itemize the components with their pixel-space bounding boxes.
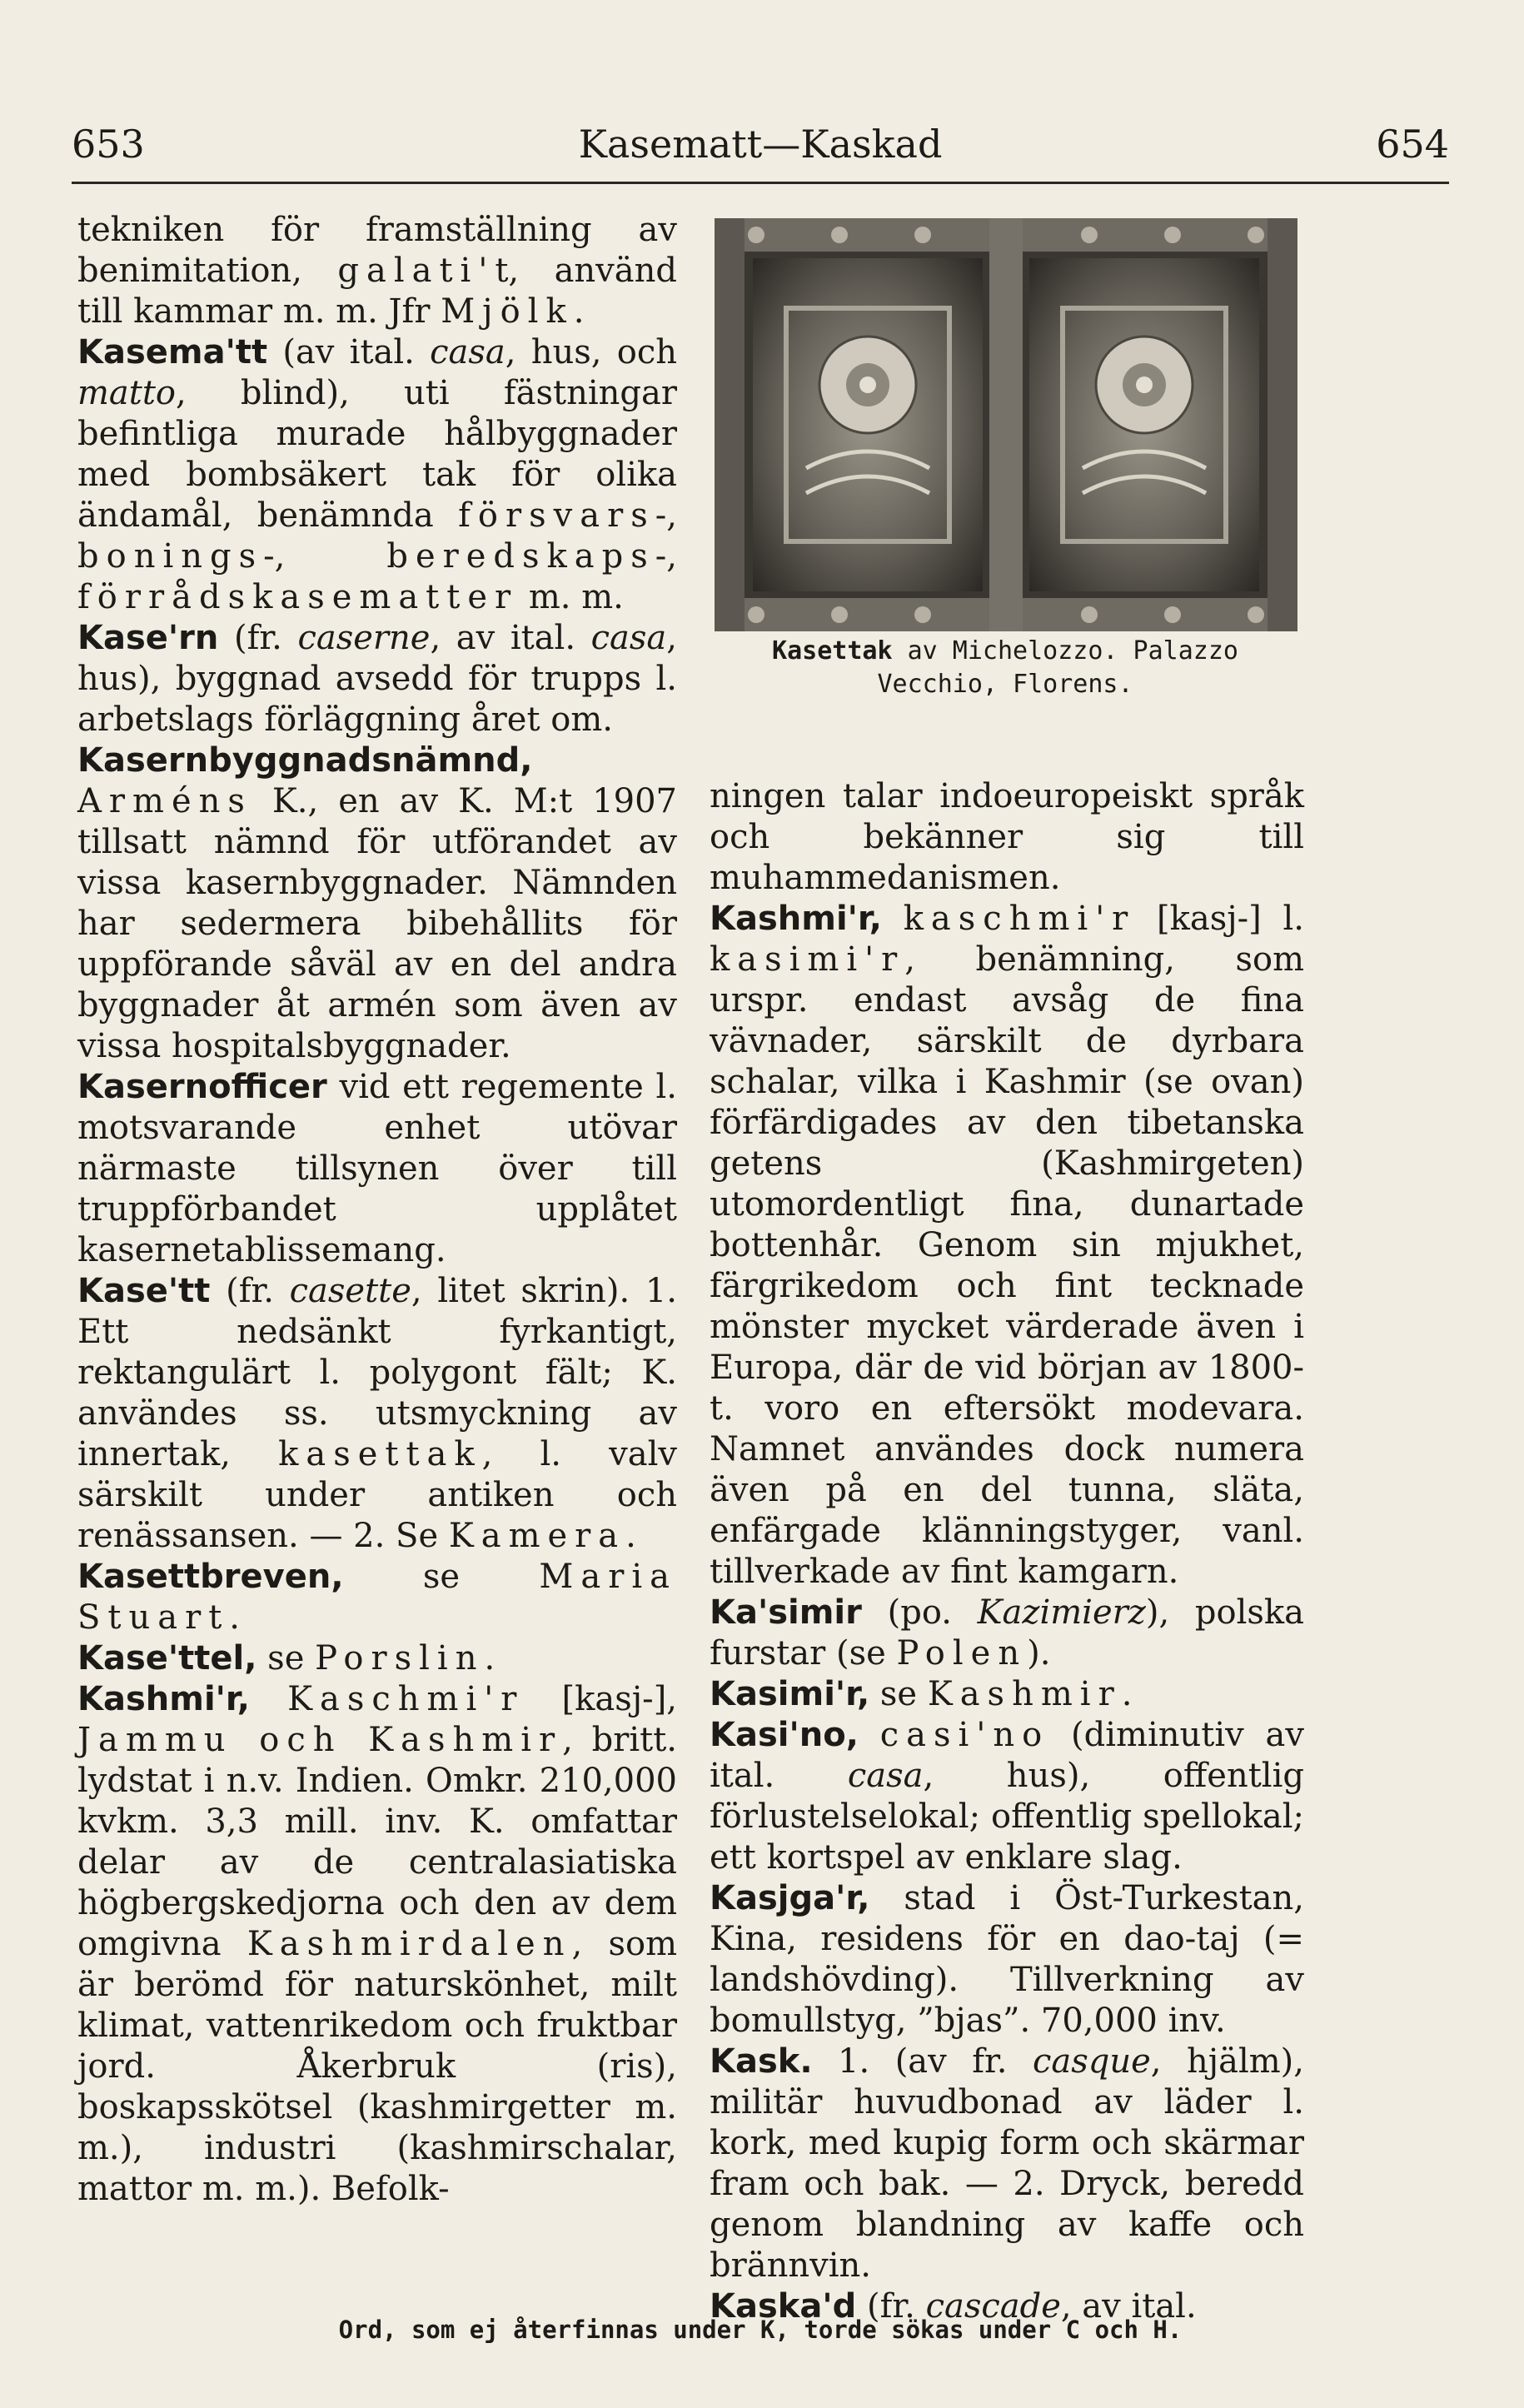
entry-text: se Porslin. — [256, 1639, 496, 1678]
dictionary-entry — [77, 332, 677, 618]
dictionary-entry — [77, 1679, 677, 2210]
entry-text: stad i Öst-Turkestan, Kina, residens för en dao-taj (= landshövding). Tillverkning av bomullstyg, ”bjas”. 70,000 inv. — [710, 1879, 1304, 2040]
entry-text: tekniken för framställning av benimitation, galati't, använd till kammar m. m. Jfr Mjölk. — [77, 211, 677, 331]
right-column — [710, 776, 1304, 2327]
coffered-ceiling-illustration — [715, 218, 1297, 631]
entry-text: (fr. cascade, av ital. — [856, 2287, 1197, 2326]
entry-text: Kaschmi'r [kasj-], Jammu och Kashmir, britt. lydstat i n.v. Indien. Omkr. 210,000 kvkm. 3,3 mill. inv. K. omfattar delar av de centralasiatiska högbergskedjorna och den av dem omgivna Kashmirdalen, som är berömd för naturskönhet, milt klimat, vattenrikedom och fruktbar jord. Åkerbruk (ris), boskapsskötsel (kashmirgetter m. m.), industri (kashmirschalar, mattor m. m.). Befolk- — [77, 1680, 678, 2208]
dictionary-entry — [710, 1878, 1304, 2042]
entry-text: se Kashmir. — [869, 1675, 1133, 1713]
entry-text: se Maria Stuart. — [77, 1558, 677, 1637]
dictionary-entry — [710, 776, 1304, 899]
headword: Kask. — [710, 2042, 813, 2081]
headword: Kashmi'r, — [710, 900, 882, 938]
entry-text: Arméns K., en av K. M:t 1907 tillsatt nämnd för utförandet av vissa kasernbyggnader. Nämnden har sedermera bibehållits för uppförande såväl av en del andra byggnader åt armén som även av vissa hospitalsbyggnader. — [77, 782, 677, 1065]
entry-text: (po. Kazimierz), polska furstar (se Polen). — [710, 1593, 1304, 1673]
entry-text: kaschmi'r [kasj-] l. kasimi'r, benämning, som urspr. endast avsåg de fina vävnader, särskilt de dyrbara schalar, vilka i Kashmir (se ovan) förfärdigades av den tibetanska getens (Kashmirgeten) utomordentligt fina, dunartade bottenhår. Genom sin mjukhet, färgrikedom och fint tecknade mönster mycket värderade även i Europa, där de vid början av 1800-t. voro en eftersökt modevara. Namnet användes dock numera även på en del tunna, släta, enfärgade klänningstyger, vanl. tillverkade av fint kamgarn. — [710, 900, 1305, 1591]
entry-text: (av ital. casa, hus, och matto, blind), uti fästningar befintliga murade hålbyggnader med bombsäkert tak för olika ändamål, benämnda försvars-, bonings-, beredskaps-, förrådskasematter m. m. — [77, 333, 678, 616]
dictionary-entry — [710, 2042, 1304, 2286]
entry-text: casi'no (diminutiv av ital. casa, hus), offentlig förlustelselokal; offentlig spellokal; ett kortspel av enklare slag. — [710, 1716, 1305, 1877]
figure-caption — [705, 635, 1306, 701]
page-number-right: 654 — [1376, 122, 1449, 167]
page-footer: Ord, som ej återfinnas under K, torde sökas under C och H. — [338, 2316, 1183, 2344]
running-head: Kasematt—Kaskad — [578, 122, 943, 167]
headword: Kase'ttel, — [77, 1639, 257, 1678]
page-header — [72, 115, 1449, 173]
dictionary-entry — [77, 618, 677, 740]
headword: Kasernbyggnadsnämnd, — [77, 741, 533, 780]
entry-text: ningen talar indoeuropeiskt språk och bekänner sig till muhammedanismen. — [710, 777, 1304, 897]
dictionary-entry — [77, 1271, 677, 1557]
header-rule — [72, 182, 1449, 184]
headword: Kasjga'r, — [710, 1879, 870, 1917]
entry-text: 1. (av fr. casque, hjälm), militär huvudbonad av läder l. kork, med kupig form och skärmar fram och bak. — 2. Dryck, beredd genom blandning av kaffe och brännvin. — [710, 2042, 1305, 2285]
entry-text: (fr. caserne, av ital. casa, hus), byggnad avsedd för trupps l. arbetslags förläggning året om. — [77, 619, 677, 739]
headword: Kase'tt — [77, 1272, 211, 1310]
headword: Ka'simir — [710, 1593, 862, 1632]
page-number-left: 653 — [72, 122, 145, 167]
caption-text: av Michelozzo. Palazzo Vecchio, Florens. — [877, 636, 1238, 699]
caption-bold: Kasettak — [772, 636, 893, 666]
headword: Kasernofficer — [77, 1068, 327, 1106]
entry-text: vid ett regemente l. motsvarande enhet utövar närmaste tillsynen över till truppförbandet upplåtet kasernetablissemang. — [77, 1068, 677, 1269]
left-column — [77, 210, 677, 2210]
dictionary-entry — [710, 1715, 1304, 1878]
headword: Kasema'tt — [77, 333, 268, 371]
dictionary-entry — [710, 1674, 1304, 1715]
entry-text: (fr. casette, litet skrin). 1. Ett nedsänkt fyrkantigt, rektangulärt l. polygont fält; K. användes ss. utsmyckning av innertak, kasettak, l. valv särskilt under antiken och renässansen. — 2. Se Kamera. — [77, 1272, 678, 1555]
dictionary-entry — [77, 210, 677, 332]
dictionary-entry — [77, 1557, 677, 1638]
dictionary-entry — [77, 1638, 677, 1679]
dictionary-entry — [710, 1593, 1304, 1674]
headword: Kasimi'r, — [710, 1675, 870, 1713]
headword: Kashmi'r, — [77, 1680, 250, 1718]
headword: Kasettbreven, — [77, 1558, 344, 1596]
headword: Kaska'd — [710, 2287, 857, 2326]
dictionary-entry — [77, 740, 677, 1067]
headword: Kase'rn — [77, 619, 219, 657]
dictionary-entry — [710, 899, 1304, 1593]
dictionary-entry — [77, 1067, 677, 1271]
headword: Kasi'no, — [710, 1716, 859, 1754]
